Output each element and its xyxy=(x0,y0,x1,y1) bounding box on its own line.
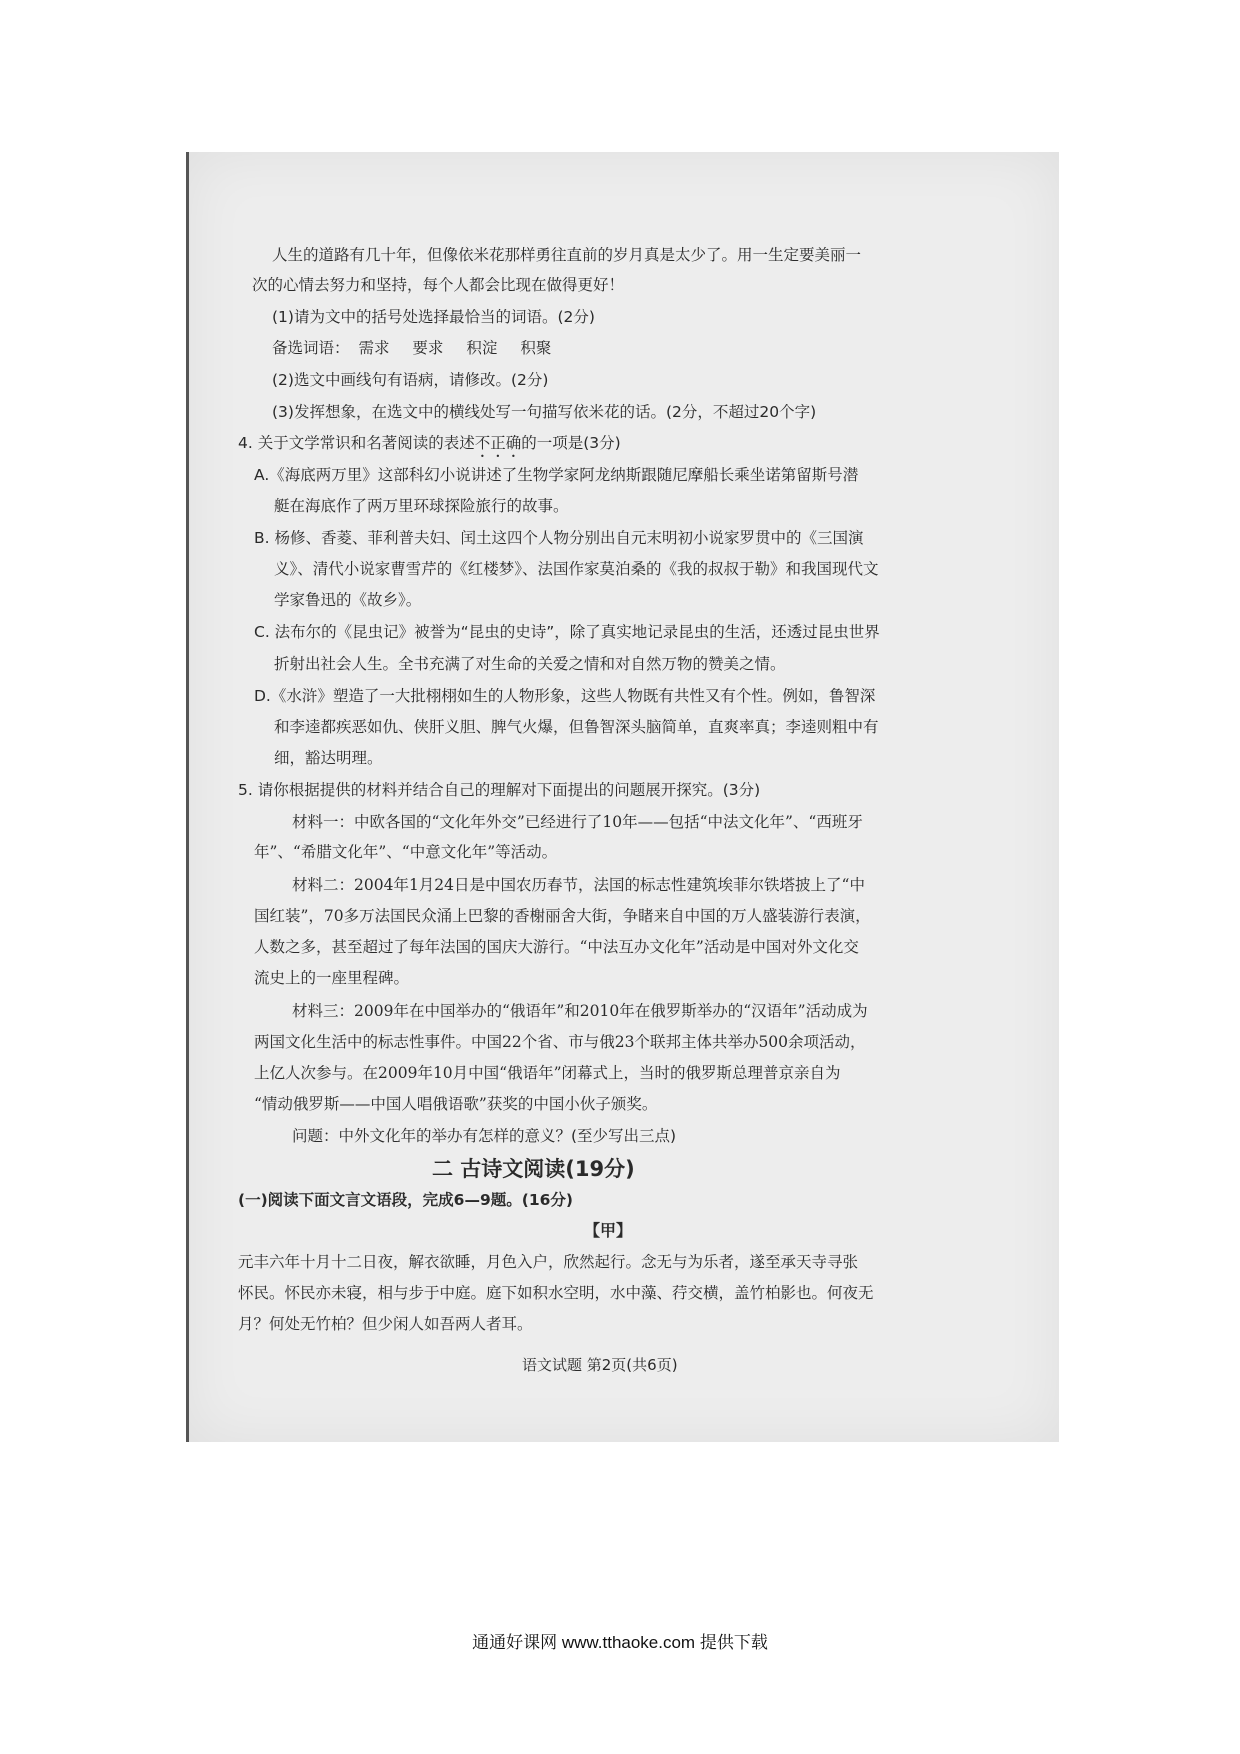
q4-option-d-cont: 和李逵都疾恶如仇、侠肝义胆、脾气火爆，但鲁智深头脑简单，直爽率真；李逵则粗中有 xyxy=(274,718,879,736)
q4-stem-emphasis: 不正确 xyxy=(474,434,522,452)
q4-option-b-cont2: 学家鲁迅的《故乡》。 xyxy=(274,591,422,609)
section-2-subtitle: (一)阅读下面文言文语段，完成6—9题。(16分) xyxy=(238,1191,573,1209)
material-3: 材料三：2009年在中国举办的“俄语年”和2010年在俄罗斯举办的“汉语年”活动成为 xyxy=(292,1002,868,1020)
material-2-cont3: 流史上的一座里程碑。 xyxy=(254,969,410,987)
material-3-cont2: 上亿人次参与。在2009年10月中国“俄语年”闭幕式上，当时的俄罗斯总理普京亲自为 xyxy=(254,1064,841,1082)
material-2-cont: 国红装”，70多万法国民众涌上巴黎的香榭丽舍大街，争睹来自中国的万人盛装游行表演， xyxy=(254,907,871,925)
material-1-cont: 年”、“希腊文化年”、“中意文化年”等活动。 xyxy=(254,843,558,861)
passage-line-2: 怀民。怀民亦未寝，相与步于中庭。庭下如积水空明，水中藻、荇交横，盖竹柏影也。何夜无 xyxy=(238,1284,874,1302)
passage-line-1: 元丰六年十月十二日夜，解衣欲睡，月色入户，欣然起行。念无与为乐者，遂至承天寺寻张 xyxy=(238,1253,859,1271)
passage-line-3: 月？何处无竹柏？但少闲人如吾两人者耳。 xyxy=(238,1315,533,1333)
q4-option-d-cont2: 细，豁达明理。 xyxy=(274,749,383,767)
words-label: 备选词语： xyxy=(272,339,350,357)
material-3-cont: 两国文化生活中的标志性事件。中国22个省、市与俄23个联邦主体共举办500余项活动， xyxy=(254,1033,866,1051)
q4-option-c: C. 法布尔的《昆虫记》被誉为“昆虫的史诗”，除了真实地记录昆虫的生活，还透过昆虫世界 xyxy=(254,623,880,641)
q4-stem-pre: 4. 关于文学常识和名著阅读的表述 xyxy=(238,434,475,452)
q3-sub3: (3)发挥想象，在选文中的横线处写一句描写依米花的话。(2分，不超过20个字) xyxy=(272,403,817,421)
q5-stem: 5. 请你根据提供的材料并结合自己的理解对下面提出的问题展开探究。(3分) xyxy=(238,781,761,799)
page-footer: 语文试题 第2页(共6页) xyxy=(522,1356,678,1374)
material-2: 材料二：2004年1月24日是中国农历春节，法国的标志性建筑埃菲尔铁塔披上了“中 xyxy=(292,876,865,894)
intro-line-2: 次的心情去努力和坚持，每个人都会比现在做得更好！ xyxy=(252,276,625,294)
word-option: 积聚 xyxy=(520,339,552,357)
passage-label-jia: 【甲】 xyxy=(584,1221,633,1240)
q4-stem xyxy=(238,431,621,461)
q3-sub1: (1)请为文中的括号处选择最恰当的词语。(2分) xyxy=(272,308,595,326)
material-1: 材料一：中欧各国的“文化年外交”已经进行了10年——包括“中法文化年”、“西班牙 xyxy=(292,813,863,831)
material-2-cont2: 人数之多，甚至超过了每年法国的国庆大游行。“中法互办文化年”活动是中国对外文化交 xyxy=(254,938,859,956)
q4-option-b-cont: 义》、清代小说家曹雪芹的《红楼梦》、法国作家莫泊桑的《我的叔叔于勒》和我国现代文 xyxy=(274,560,879,578)
material-3-cont3: “情动俄罗斯——中国人唱俄语歌”获奖的中国小伙子颁奖。 xyxy=(254,1095,658,1113)
q4-option-a: A.《海底两万里》这部科幻小说讲述了生物学家阿龙纳斯跟随尼摩船长乘坐诺第留斯号潜 xyxy=(254,466,859,484)
q4-option-c-cont: 折射出社会人生。全书充满了对生命的关爱之情和对自然万物的赞美之情。 xyxy=(274,655,786,673)
q5-question: 问题：中外文化年的举办有怎样的意义？(至少写出三点) xyxy=(292,1127,677,1145)
q4-option-a-cont: 艇在海底作了两万里环球探险旅行的故事。 xyxy=(274,497,569,515)
intro-line-1: 人生的道路有几十年，但像依米花那样勇往直前的岁月真是太少了。用一生定要美丽一 xyxy=(272,246,862,264)
word-option: 积淀 xyxy=(466,339,498,357)
q4-option-b: B. 杨修、香菱、菲利普夫妇、闰土这四个人物分别出自元末明初小说家罗贯中的《三国演 xyxy=(254,529,864,547)
word-option: 需求 xyxy=(358,339,390,357)
q3-sub2: (2)选文中画线句有语病，请修改。(2分) xyxy=(272,371,549,389)
download-watermark: 通通好课网 www.tthaoke.com 提供下载 xyxy=(472,1633,768,1652)
section-2-title: 二 古诗文阅读(19分) xyxy=(432,1157,635,1181)
q3-word-options xyxy=(272,336,551,358)
q4-option-d: D.《水浒》塑造了一大批栩栩如生的人物形象，这些人物既有共性又有个性。例如，鲁智深 xyxy=(254,687,876,705)
q4-stem-post: 的一项是(3分) xyxy=(521,434,621,452)
word-option: 要求 xyxy=(412,339,444,357)
